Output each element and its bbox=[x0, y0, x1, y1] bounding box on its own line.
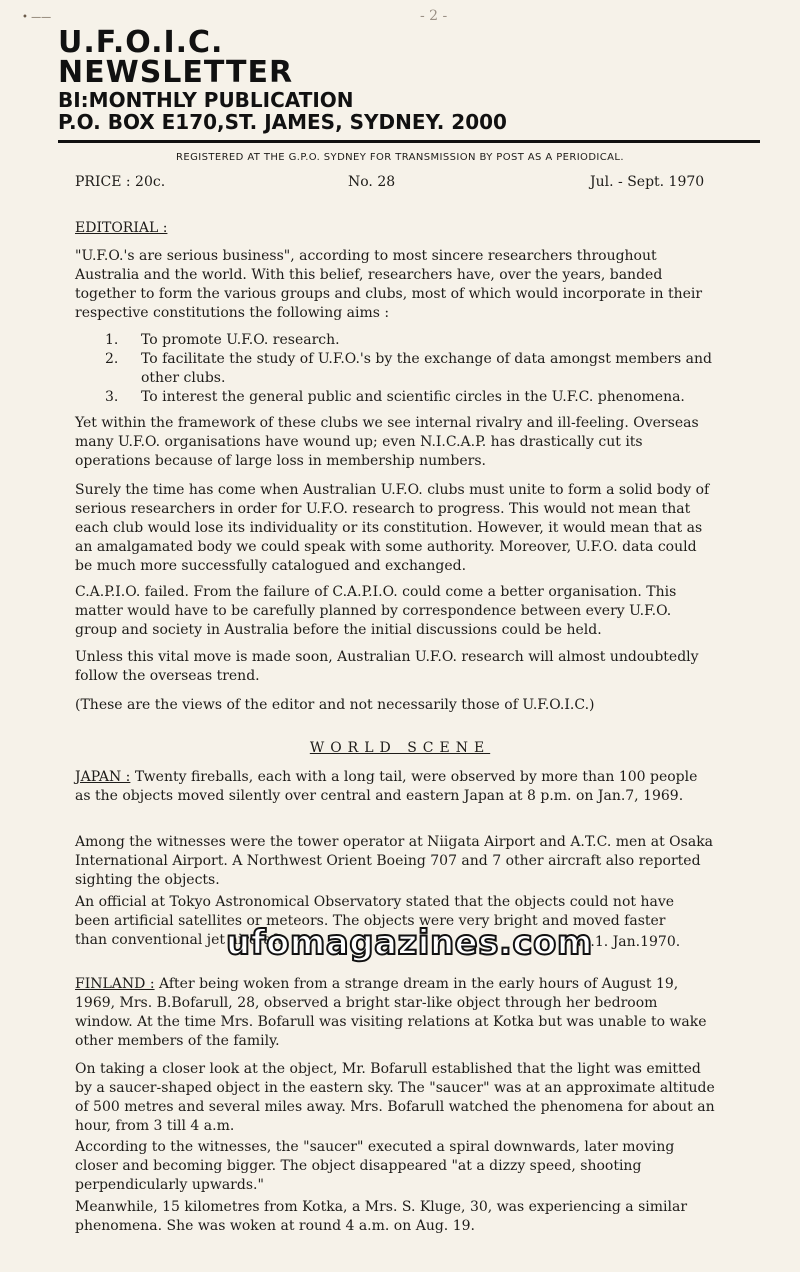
editorial-intro: "U.F.O.'s are serious business", according to most sincere researchers throughout Australia and the world. With this belief, researchers have, over the years, banded together to form the various groups and clubs, most of which would incorporate in their respective constitutions the following aims : bbox=[75, 248, 703, 321]
list-item bbox=[105, 350, 725, 388]
finland-paragraph-1 bbox=[75, 975, 715, 1051]
editorial-heading: EDITORIAL : bbox=[75, 220, 168, 236]
editorial-paragraph-5: Unless this vital move is made soon, Australian U.F.O. research will almost undoubtedly follow the overseas trend. bbox=[75, 649, 699, 684]
editorial-paragraph-4: C.A.P.I.O. failed. From the failure of C.A.P.I.O. could come a better organisation. This matter would have to be carefully planned by correspondence between every U.F.O. group and society in Australia before the initial discussions could be held. bbox=[75, 584, 677, 638]
watermark-logo: ufomagazines.com bbox=[226, 923, 593, 963]
issue-number: No. 28 bbox=[348, 174, 396, 190]
editorial-note: (These are the views of the editor and not necessarily those of U.F.O.I.C.) bbox=[75, 697, 595, 713]
list-item bbox=[105, 388, 725, 407]
finland-paragraph-4: Meanwhile, 15 kilometres from Kotka, a Mrs. S. Kluge, 30, was experiencing a similar phenomena. She was woken at round 4 a.m. on Aug. 19. bbox=[75, 1199, 688, 1234]
masthead-rule bbox=[58, 140, 760, 143]
list-text: To interest the general public and scientific circles in the U.F.C. phenomena. bbox=[141, 389, 685, 405]
registration-notice: REGISTERED AT THE G.P.O. SYDNEY FOR TRANSMISSION BY POST AS A PERIODICAL. bbox=[176, 152, 624, 163]
world-scene-heading: WORLD SCENE bbox=[309, 740, 491, 756]
page-number: - 2 - bbox=[420, 8, 448, 24]
japan-source: No.1. Jan.1970. bbox=[570, 934, 681, 950]
masthead-address: P.O. BOX E170,ST. JAMES, SYDNEY. 2000 bbox=[58, 110, 507, 134]
japan-text-1: Twenty fireballs, each with a long tail, were observed by more than 100 people as the objects moved silently over central and eastern Japan at 8 p.m. on Jan.7, 1969. bbox=[75, 769, 698, 804]
editorial-paragraph-3: Surely the time has come when Australian U.F.O. clubs must unite to form a solid body of serious researchers in order for U.F.O. research to progress. This would not mean that each club would lose its individuality or its constitution. However, it would mean that as an amalgamated body we could speak with some authority. Moreover, U.F.O. data could be much more successfully catalogued and exchanged. bbox=[75, 482, 710, 574]
finland-paragraph-2: On taking a closer look at the object, Mr. Bofarull established that the light was emitted by a saucer-shaped object in the eastern sky. The "saucer" was at an approximate altitude of 500 metres and several miles away. Mrs. Bofarull watched the phenomena for about an hour, from 3 till 4 a.m. bbox=[75, 1061, 715, 1134]
japan-label: JAPAN : bbox=[75, 769, 131, 785]
japan-paragraph-3: An official at Tokyo Astronomical Observatory stated that the objects could not have been artificial satellites or meteors. The objects were very bright and moved faster than conventional jet aircraft. bbox=[75, 894, 675, 948]
editorial-paragraph-2: Yet within the framework of these clubs we see internal rivalry and ill-feeling. Overseas many U.F.O. organisations have wound up; even N.I.C.A.P. has drastically cut its operations because of large loss in membership numbers. bbox=[75, 415, 699, 469]
masthead-title-2: NEWSLETTER bbox=[58, 55, 294, 90]
price: PRICE : 20c. bbox=[75, 174, 166, 190]
list-text: To facilitate the study of U.F.O.'s by the exchange of data amongst members and other clubs. bbox=[141, 351, 713, 386]
masthead-title-1: U.F.O.I.C. bbox=[58, 25, 224, 60]
finland-label: FINLAND : bbox=[75, 976, 155, 992]
list-number: 3. bbox=[105, 389, 119, 405]
finland-text-1: After being woken from a strange dream in the early hours of August 19, 1969, Mrs. B.Bofarull, 28, observed a bright star-like object through her bedroom window. At the time Mrs. Bofarull was visiting relations at Kotka but was unable to wake other members of the family. bbox=[75, 976, 707, 1049]
aims-list bbox=[105, 331, 725, 407]
list-number: 1. bbox=[105, 332, 119, 348]
list-number: 2. bbox=[105, 351, 119, 367]
japan-paragraph-2: Among the witnesses were the tower operator at Niigata Airport and A.T.C. men at Osaka International Airport. A Northwest Orient Boeing 707 and 7 other aircraft also reported sighting the objects. bbox=[75, 834, 714, 888]
issue-date: Jul. - Sept. 1970 bbox=[590, 174, 705, 190]
masthead-subtitle: BI:MONTHLY PUBLICATION bbox=[58, 88, 354, 112]
finland-paragraph-3: According to the witnesses, the "saucer" executed a spiral downwards, later moving closer and becoming bigger. The object disappeared "at a dizzy speed, shooting perpendicularly upwards." bbox=[75, 1139, 675, 1193]
corner-mark: • —— bbox=[22, 12, 52, 23]
list-text: To promote U.F.O. research. bbox=[141, 332, 340, 348]
masthead bbox=[58, 25, 718, 134]
japan-paragraph-1 bbox=[75, 768, 715, 806]
list-item bbox=[105, 331, 725, 350]
